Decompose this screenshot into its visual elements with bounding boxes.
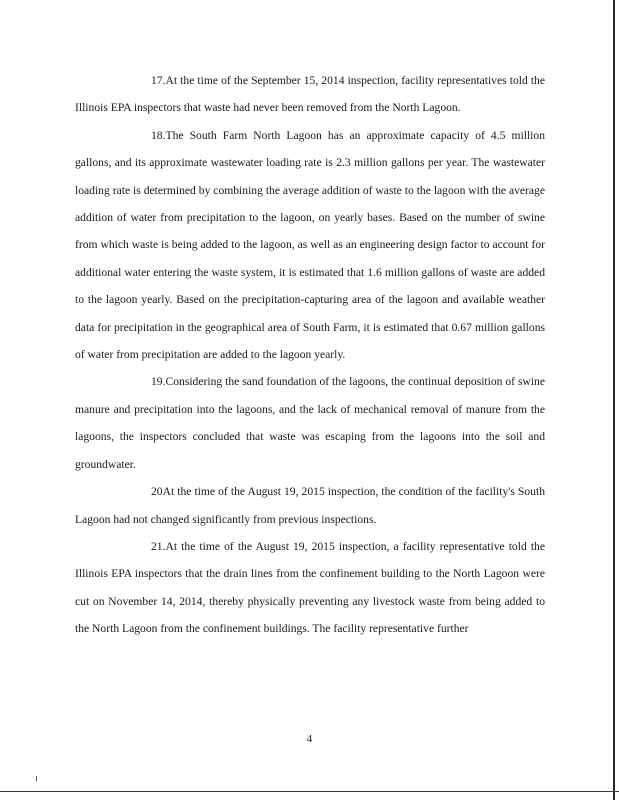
paragraph-number: 17. [151,74,166,87]
paragraph-text: The South Farm North Lagoon has an approximate capacity of 4.5 million gallons, and its approximate wastewater loading rate is 2.3 million gallons per year. The wastewater loading rate is determined by combining the average addition of waste to the lagoon with the average addition of water from precipitation to the lagoon, on yearly bases. Based on the number of swine from which waste is being added to the lagoon, as well as an engineering design factor to account for additional water entering the waste system, it is estimated that 1.6 million gallons of waste are added to the lagoon yearly. Based on the precipitation-capturing area of the lagoon and available weather data for precipitation in the geographical area of South Farm, it is estimated that 0.67 million gallons of water from precipitation are added to the lagoon yearly. [75,128,545,362]
page-bottom-edge [0,791,619,792]
scan-speck [36,776,37,781]
page-number: 4 [306,733,313,745]
page-edge [613,0,615,800]
paragraph-number: 18. [151,128,166,142]
paragraph-number: 20 [151,485,163,499]
paragraph-text: At the time of the September 15, 2014 inspection, facility representatives told the Illinois EPA inspectors that waste had never been removed from the North Lagoon. [75,74,545,115]
paragraph-text: At the time of the August 19, 2015 inspection, the condition of the facility's South Lagoon had not changed significantly from previous inspections. [75,485,545,526]
paragraph-18 [75,122,545,369]
paragraph-text: Considering the sand foundation of the lagoons, the continual deposition of swine manure and precipitation into the lagoons, and the lack of mechanical removal of manure from the lagoons, the inspectors concluded that waste was escaping from the lagoons into the soil and groundwater. [75,375,545,471]
document-body [75,67,545,643]
paragraph-21 [75,533,545,643]
paragraph-20 [75,478,545,533]
paragraph-19 [75,368,545,478]
paragraph-number: 21. [151,539,166,553]
paragraph-17 [75,67,545,122]
paragraph-number: 19. [151,375,166,389]
paragraph-text: At the time of the August 19, 2015 inspection, a facility representative told the Illinois EPA inspectors that the drain lines from the confinement building to the North Lagoon were cut on November 14, 2014, thereby physically preventing any livestock waste from being added to the North Lagoon from the confinement buildings. The facility representative further [75,539,545,636]
